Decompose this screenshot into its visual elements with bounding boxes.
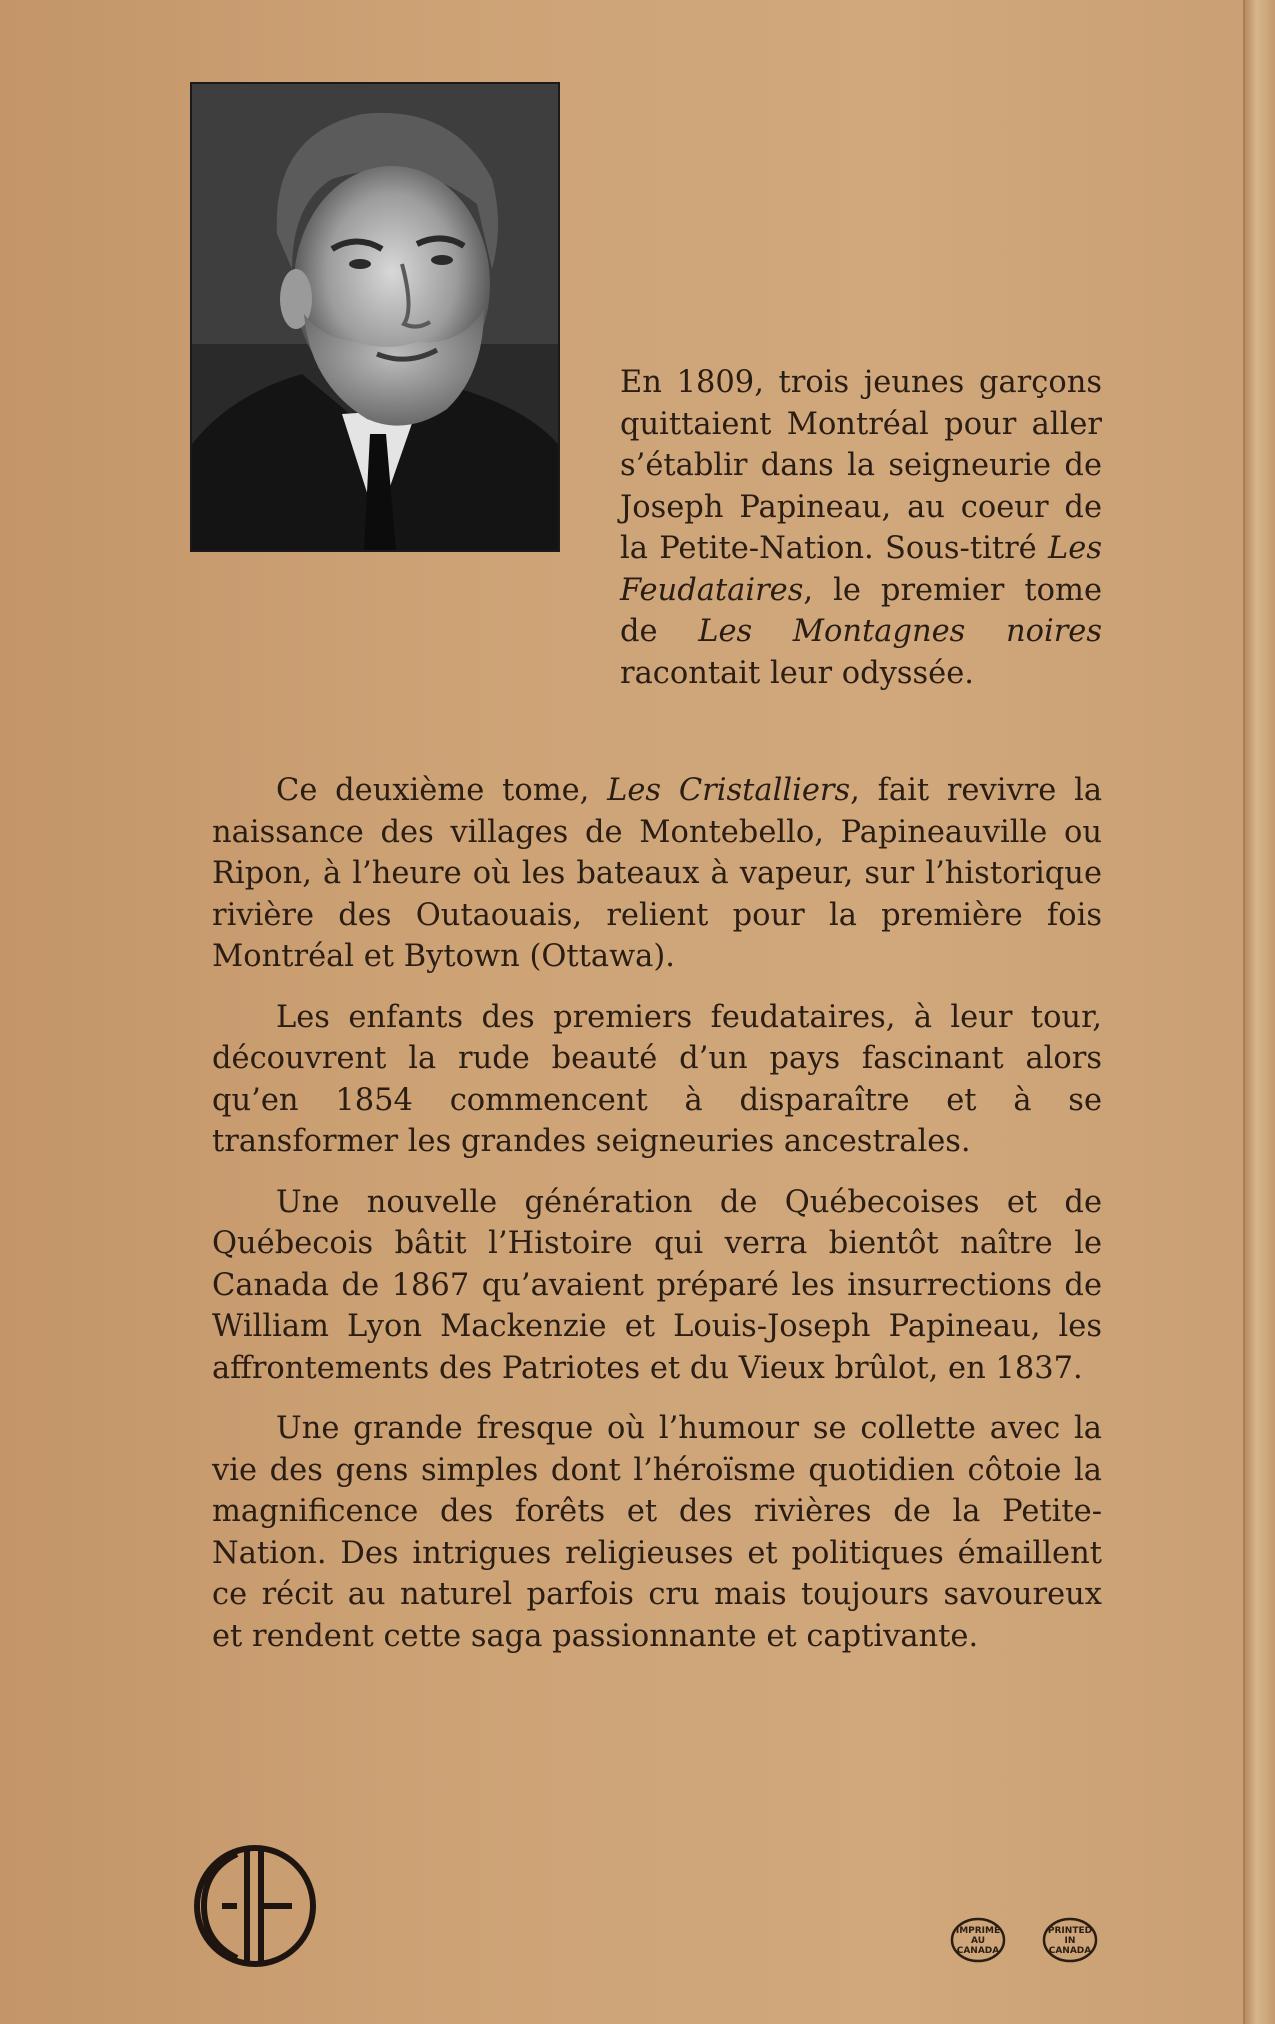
publisher-monogram-icon	[192, 1840, 318, 1972]
synopsis-paragraph-4: Une grande fresque où l’humour se collette avec la vie des gens simples dont l’héroïsme quotidien côtoie la magnificence des forêts et des rivières de la Petite-Nation. Des intrigues religieuses et politiques émaillent ce récit au naturel parfois cru mais toujours savoureux et rendent cette saga passionnante et captivante.	[212, 1411, 1102, 1654]
p1-text-a: Ce deuxième tome,	[276, 773, 608, 808]
synopsis-paragraph-2: Les enfants des premiers feudataires, à leur tour, découvrent la rude beauté d’un pays fascinant alors qu’en 1854 commencent à disparaître et à se transformer les grandes seigneuries ancestrales.	[212, 999, 1102, 1159]
stamp-printed-in-canada	[1041, 1916, 1099, 1964]
synopsis	[212, 770, 1102, 1676]
stamp-fr-line-1: IMPRIMÉ	[955, 1926, 1001, 1936]
publisher-logo	[192, 1840, 318, 1972]
synopsis-paragraph-3: Une nouvelle génération de Québecoises et de Québecois bâtit l’Histoire qui verra bientôt naître le Canada de 1867 qu’avaient préparé les insurrections de William Lyon Mackenzie et Louis-Joseph Papineau, les affrontements des Patriotes et du Vieux brûlot, en 1837.	[212, 1184, 1102, 1386]
intro-title-montagnes-noires: Les Montagnes noires	[698, 614, 1102, 649]
intro-text-1: En 1809, trois jeunes garçons quittaient Montréal pour aller s’établir dans la seigneurie de Joseph Papineau, au coeur de la Petite-Nation. Sous-titré	[620, 365, 1102, 566]
p1-title-cristalliers: Les Cristalliers	[607, 773, 851, 808]
intro-text-2: , le premier tome de	[620, 572, 1102, 649]
p1-text-b: , fait revivre la naissance des villages de Montebello, Papineauville ou Ripon, à l’heure où les bateaux à vapeur, sur l’historique rivière des Outaouais, relient pour la première fois Montréal et Bytown (Ottawa).	[212, 773, 1103, 974]
intro-paragraph	[620, 362, 1102, 694]
spine-edge	[1243, 0, 1275, 2024]
intro-title-feudataires: Les Feudataires	[620, 531, 1102, 608]
author-portrait-icon	[192, 84, 558, 550]
stamp-fr-line-2: AU	[971, 1936, 985, 1946]
intro-text-3: racontait leur odyssée.	[620, 655, 974, 691]
stamp-imprime-au-canada	[949, 1916, 1007, 1964]
stamp-en-line-3: CANADA	[1048, 1946, 1092, 1956]
synopsis-paragraph-1	[212, 770, 1102, 978]
author-photo	[190, 82, 560, 552]
stamp-fr-line-3: CANADA	[956, 1946, 1000, 1956]
stamp-en-line-2: IN	[1064, 1936, 1076, 1946]
stamp-en-line-1: PRINTED	[1047, 1926, 1093, 1936]
